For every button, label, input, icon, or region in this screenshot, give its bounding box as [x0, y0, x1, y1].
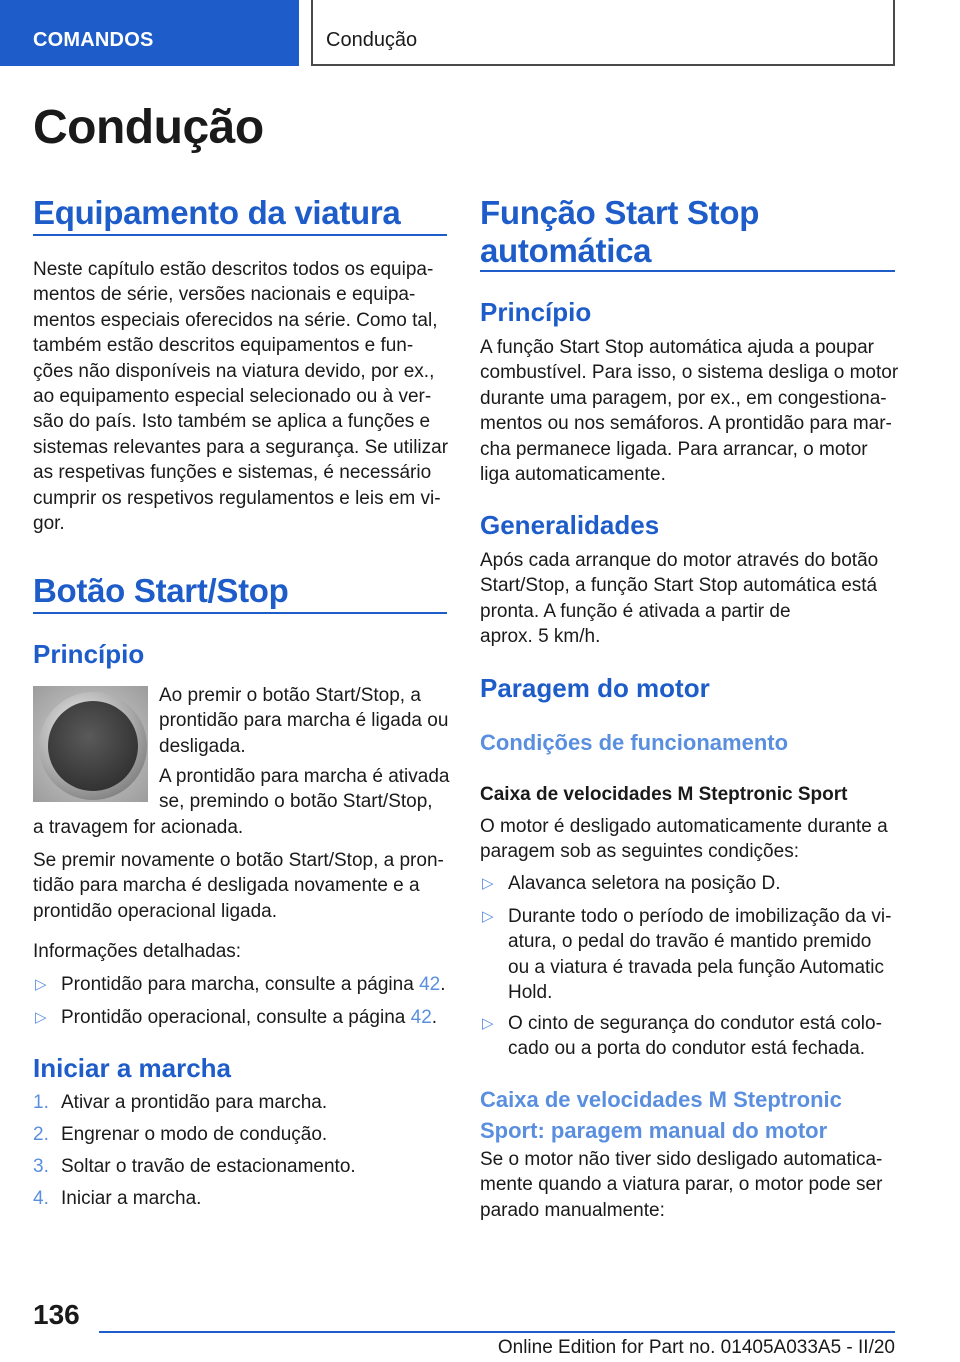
text-line: Durante todo o período de imobilização da vi‐	[508, 906, 892, 927]
step-number: 3.	[33, 1156, 49, 1177]
header-chapter-frame	[311, 0, 895, 66]
heading-paragem-manual	[480, 1084, 842, 1146]
heading-equipamento: Equipamento da viatura	[33, 194, 401, 231]
text-line: Informações detalhadas:	[33, 941, 242, 962]
text-line: combustível. Para isso, o sistema desliga o motor	[480, 362, 899, 384]
text-line: durante uma paragem, por ex., em congestiona‐	[480, 387, 887, 409]
step-text: Iniciar a marcha.	[61, 1188, 202, 1209]
paragraph-caixa	[480, 814, 888, 865]
text-line: O motor é desligado automaticamente durante a	[480, 816, 888, 837]
text-line: sistemas relevantes para a segurança. Se utilizar	[33, 436, 449, 458]
text-line: ao equipamento especial selecionado ou à ver‐	[33, 386, 432, 408]
footer-rule	[99, 1331, 895, 1333]
page-link[interactable]: 42	[419, 974, 441, 995]
text-line: Após cada arranque do motor através do botão	[480, 550, 879, 571]
text-line: cado ou a porta do condutor está fechada.	[508, 1038, 866, 1060]
heading-rule	[33, 612, 447, 614]
text-line: Se premir novamente o botão Start/Stop, a pron‐	[33, 850, 444, 871]
paragraph-generalidades	[480, 548, 878, 650]
text-line: paragem sob as seguintes condições:	[480, 841, 799, 863]
step-text: Soltar o travão de estacionamento.	[61, 1156, 356, 1177]
paragraph-manual	[480, 1147, 882, 1223]
start-stop-button-image	[33, 686, 148, 802]
text-line: parado manualmente:	[480, 1199, 665, 1221]
text-line: Alavanca seletora na posição D.	[508, 873, 781, 894]
text-line: Neste capítulo estão descritos todos os equipa‐	[33, 259, 434, 280]
paragraph-prontidao-a	[159, 764, 449, 815]
paragraph-prontidao-b	[33, 815, 243, 840]
heading-line: Função Start Stop	[480, 194, 760, 231]
paragraph-novamente	[33, 848, 444, 924]
paragraph-info	[33, 939, 241, 964]
step-number: 1.	[33, 1092, 49, 1113]
heading-funcao-start-stop	[480, 194, 759, 270]
heading-botao-start-stop: Botão Start/Stop	[33, 572, 289, 609]
heading-rule	[33, 234, 447, 236]
page-title: Condução	[33, 101, 264, 154]
list-item-end: .	[431, 1007, 438, 1028]
header-section-tab	[0, 0, 299, 66]
triangle-right-icon: ▷	[35, 1009, 47, 1026]
text-line: desligada.	[159, 735, 246, 757]
text-line: são do país. Isto também se aplica a funções e	[33, 411, 431, 433]
text-line: prontidão operacional ligada.	[33, 900, 278, 922]
text-line: mentos ou nos semáforos. A prontidão para mar‐	[480, 413, 892, 435]
paragraph-principio	[480, 335, 898, 487]
heading-rule	[480, 270, 895, 272]
text-line: mente quando a viatura parar, o motor pode ser	[480, 1174, 883, 1196]
text-line: ções não disponíveis na viatura devido, por ex.,	[33, 360, 435, 382]
text-line: A prontidão para marcha é ativada	[159, 766, 450, 787]
page-link[interactable]: 42	[410, 1007, 432, 1028]
text-line: Se o motor não tiver sido desligado automatica‐	[480, 1149, 883, 1170]
heading-line: Sport: paragem manual do motor	[480, 1118, 828, 1143]
text-line: mentos de série, versões nacionais e equipa‐	[33, 284, 416, 306]
start-engine-stop-icon	[33, 686, 148, 802]
text-line: tidão para marcha é desligada novamente e a	[33, 875, 420, 897]
heading-principio-right: Princípio	[480, 297, 592, 327]
text-line: aprox. 5 km/h.	[480, 626, 601, 648]
heading-iniciar-marcha: Iniciar a marcha	[33, 1053, 231, 1083]
text-line: cumprir os respetivos regulamentos e leis em vi‐	[33, 487, 441, 509]
page-number: 136	[33, 1299, 80, 1330]
heading-line: automática	[480, 232, 652, 269]
triangle-right-icon: ▷	[482, 875, 494, 892]
text-line: Hold.	[508, 982, 553, 1004]
text-line: cha permanece ligada. Para arrancar, o motor	[480, 438, 868, 460]
text-line: Ao premir o botão Start/Stop, a	[159, 685, 421, 706]
triangle-right-icon: ▷	[482, 908, 494, 925]
step-text: Engrenar o modo de condução.	[61, 1124, 328, 1145]
heading-principio-left: Princípio	[33, 639, 145, 669]
triangle-right-icon: ▷	[482, 1015, 494, 1032]
text-line: atura, o pedal do travão é mantido premido	[508, 931, 872, 953]
step-number: 2.	[33, 1124, 49, 1145]
footer-edition: Online Edition for Part no. 01405A033A5 - II/20	[497, 1337, 895, 1358]
text-line: gor.	[33, 513, 65, 535]
step-text: Ativar a prontidão para marcha.	[61, 1092, 328, 1113]
list-item-end: .	[440, 974, 446, 995]
list-item-text: Prontidão para marcha, consulte a página	[61, 974, 420, 995]
paragraph-equipamento	[33, 257, 448, 536]
header-chapter-label: Condução	[326, 29, 418, 51]
header-section-label: COMANDOS	[33, 29, 154, 51]
heading-caixa-velocidades: Caixa de velocidades M Steptronic Sport	[480, 784, 848, 805]
text-line: A função Start Stop automática ajuda a poupar	[480, 337, 874, 358]
text-line: se, premindo o botão Start/Stop,	[159, 791, 433, 813]
triangle-right-icon: ▷	[35, 976, 47, 993]
paragraph-premir	[159, 683, 448, 759]
text-line: Start/Stop, a função Start Stop automática está	[480, 575, 878, 597]
text-line: a travagem for acionada.	[33, 817, 244, 838]
list-item-text: Prontidão operacional, consulte a página	[61, 1007, 411, 1028]
heading-line: Caixa de velocidades M Steptronic	[480, 1087, 842, 1112]
text-line: pronta. A função é ativada a partir de	[480, 600, 791, 622]
text-line: liga automaticamente.	[480, 464, 666, 486]
step-number: 4.	[33, 1188, 49, 1209]
text-line: também estão descritos equipamentos e fun‐	[33, 335, 414, 357]
heading-condicoes: Condições de funcionamento	[480, 730, 789, 755]
text-line: mentos especiais oferecidos na série. Como tal,	[33, 309, 438, 331]
heading-generalidades: Generalidades	[480, 510, 660, 540]
text-line: ou a viatura é travada pela função Automatic	[508, 956, 885, 978]
text-line: prontidão para marcha é ligada ou	[159, 710, 449, 732]
text-line: as respetivas funções e sistemas, é necessário	[33, 462, 432, 484]
heading-paragem-motor: Paragem do motor	[480, 673, 710, 703]
text-line: O cinto de segurança do condutor está colo‐	[508, 1013, 882, 1034]
